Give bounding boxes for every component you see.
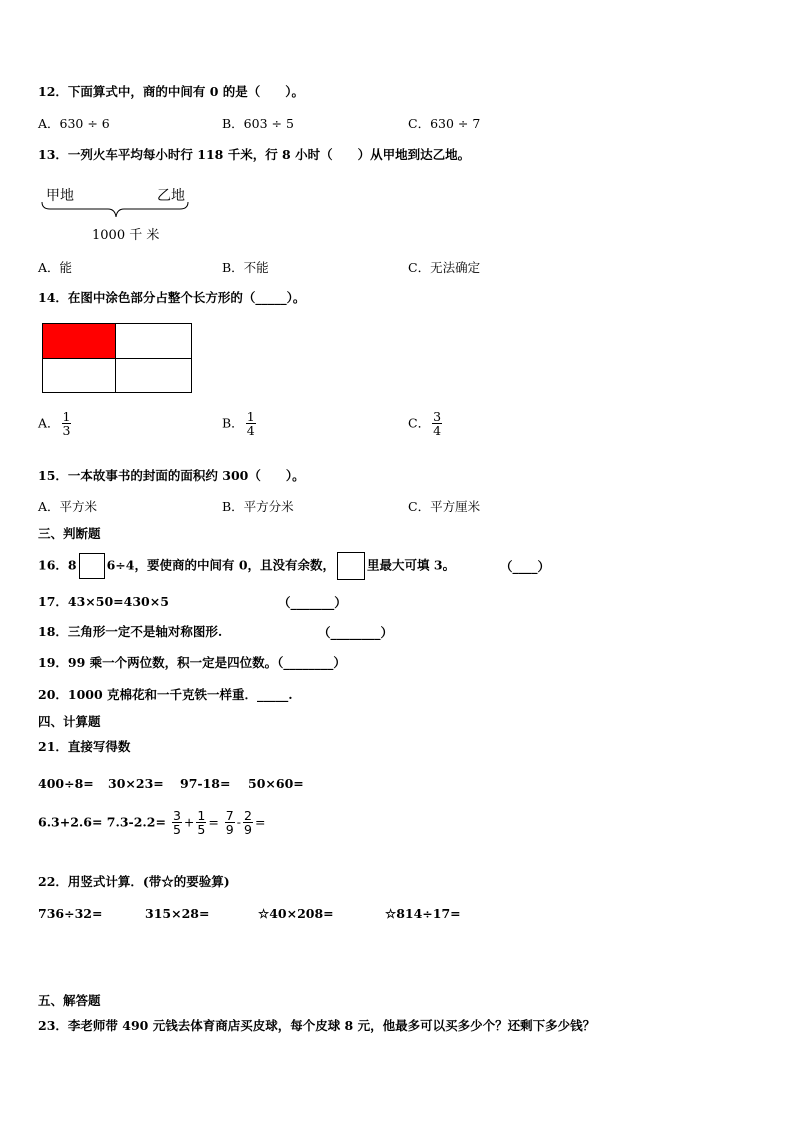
- fraction: $\frac{3}{5}$: [172, 808, 181, 837]
- fraction: $\frac{7}{9}$: [225, 808, 234, 837]
- calc-item: ☆814÷17=: [385, 906, 461, 921]
- q14-option-c: C． $\frac{3}{4}$: [408, 409, 442, 438]
- q15-option-a: A．平方米: [38, 499, 98, 514]
- q13-option-c: C．无法确定: [408, 260, 481, 275]
- question-17: 17．43×50=430×5: [38, 594, 169, 609]
- section-heading-5: 五、解答题: [38, 993, 101, 1008]
- calc-item: ☆40×208=: [258, 906, 334, 921]
- fraction: $\frac{2}{9}$: [243, 808, 252, 837]
- question-21: 21．直接写得数: [38, 739, 131, 754]
- calc-item: 400÷8=: [38, 776, 94, 791]
- calc-item: 30×23=: [108, 776, 164, 791]
- q13-option-a: A．能: [38, 260, 73, 275]
- distance-brace: [38, 200, 193, 222]
- question-12: 12．下面算式中，商的中间有 0 的是（ ）。: [38, 84, 305, 99]
- rectangle-divider-horizontal: [43, 358, 191, 359]
- question-15: 15．一本故事书的封面的面积约 300（ ）。: [38, 468, 305, 483]
- q18-answer-blank[interactable]: （________）: [318, 625, 394, 640]
- question-16: 16．8 6÷4，要使商的中间有 0，且没有余数， 里最大可填 3。: [38, 552, 455, 580]
- calc-item: 315×28=: [145, 906, 210, 921]
- question-18: 18．三角形一定不是轴对称图形.: [38, 624, 223, 639]
- question-22: 22．用竖式计算．(带☆的要验算): [38, 874, 230, 889]
- calc-row-2: 6.3+2.6= 7.3-2.2= $\frac{3}{5}$ + $\frac{1}{5}$ = $\frac{7}{9}$ - $\frac{2}{9}$ =: [38, 808, 266, 837]
- blank-box[interactable]: [79, 553, 105, 579]
- q14-option-a: A． $\frac{1}{3}$: [38, 409, 71, 438]
- question-20: 20．1000 克棉花和一千克铁一样重．_____.: [38, 687, 293, 702]
- q14-option-b: B． $\frac{1}{4}$: [222, 409, 255, 438]
- section-heading-3: 三、判断题: [38, 526, 101, 541]
- question-19: 19．99 乘一个两位数，积一定是四位数。（________）: [38, 655, 346, 670]
- figure-label-end: 乙地: [157, 188, 185, 204]
- q17-answer-blank[interactable]: （_______）: [278, 595, 347, 610]
- q12-option-c: C．630 ÷ 7: [408, 116, 481, 131]
- distance-label: 1000 千 米: [92, 228, 160, 243]
- section-heading-4: 四、计算题: [38, 714, 101, 729]
- figure-label-start: 甲地: [46, 188, 74, 204]
- shaded-part: [43, 324, 115, 358]
- question-13: 13．一列火车平均每小时行 118 千米，行 8 小时（ ）从甲地到达乙地。: [38, 147, 471, 162]
- q16-answer-blank[interactable]: （____）: [500, 559, 551, 574]
- blank-box[interactable]: [337, 552, 365, 580]
- fraction: $\frac{1}{5}$: [197, 808, 206, 837]
- q13-option-b: B．不能: [222, 260, 269, 275]
- calc-item: 736÷32=: [38, 906, 103, 921]
- q12-option-a: A．630 ÷ 6: [38, 116, 110, 131]
- question-23: 23．李老师带 490 元钱去体育商店买皮球，每个皮球 8 元，他最多可以买多少个？还剩下多少钱？: [38, 1018, 596, 1033]
- calc-item: 50×60=: [248, 776, 304, 791]
- fraction: $\frac{3}{4}$: [433, 409, 442, 438]
- q15-option-c: C．平方厘米: [408, 499, 481, 514]
- fraction: $\frac{1}{4}$: [246, 409, 255, 438]
- q15-option-b: B．平方分米: [222, 499, 294, 514]
- question-14: 14．在图中涂色部分占整个长方形的（_____）。: [38, 290, 306, 305]
- calc-item: 97-18=: [180, 776, 231, 791]
- fraction: $\frac{1}{3}$: [62, 409, 71, 438]
- q12-option-b: B．603 ÷ 5: [222, 116, 294, 131]
